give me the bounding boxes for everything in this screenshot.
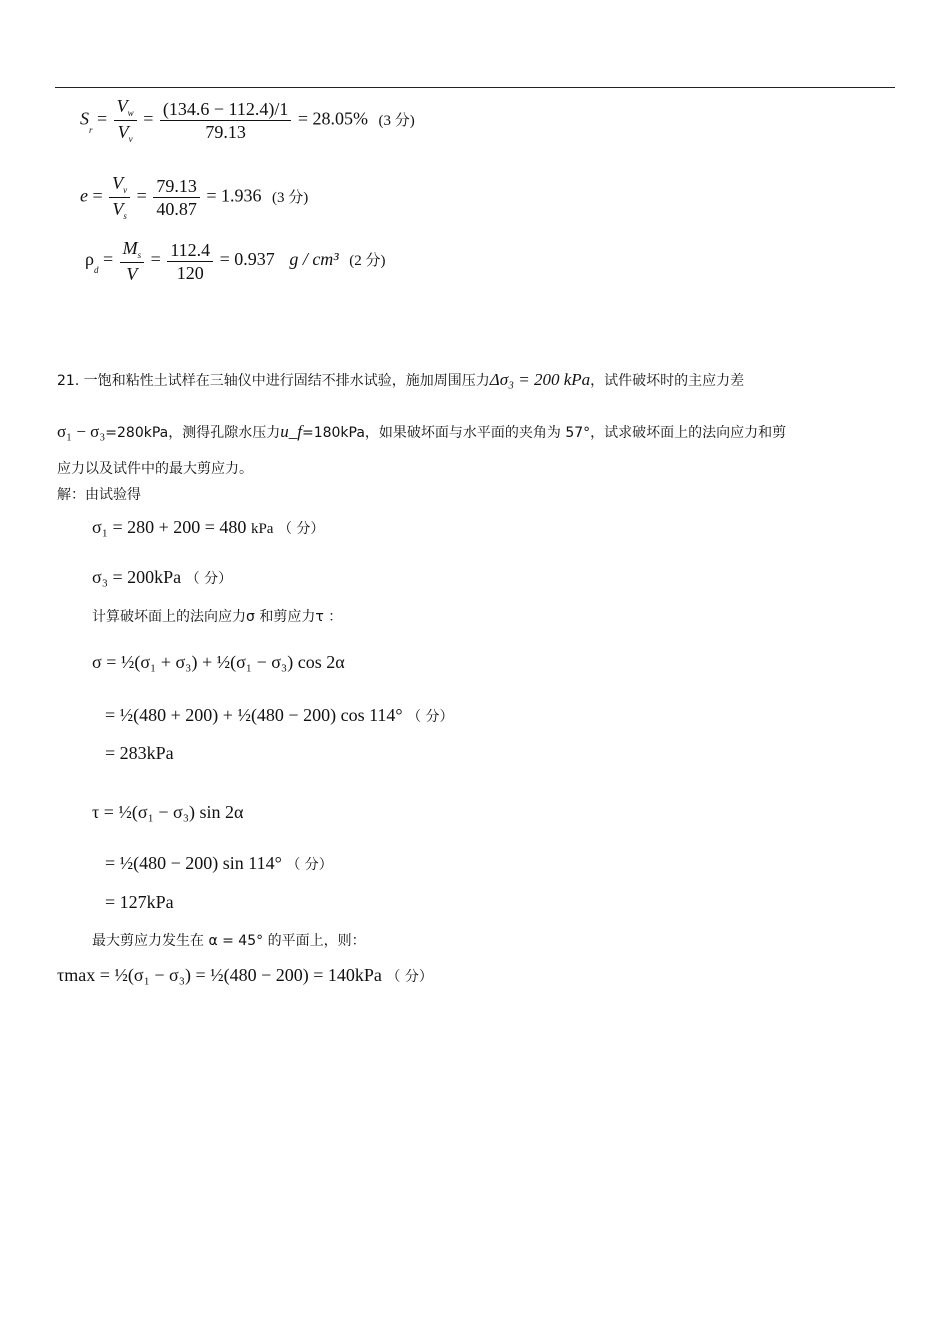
e-points: (3 分) bbox=[271, 189, 309, 206]
sigma3-points: （ 分） bbox=[185, 571, 233, 587]
sr-frac2 bbox=[160, 98, 291, 143]
sigma1-line bbox=[92, 517, 324, 538]
sigma1-unit: kPa bbox=[250, 521, 274, 537]
sigma1-expr: σ₁ = 280 + 200 = 480 bbox=[92, 517, 247, 537]
tau-line1: τ = ½(σ₁ − σ₃) sin 2α bbox=[92, 802, 244, 822]
sr-lhs-sub: r bbox=[89, 124, 93, 135]
rho-result: = 0.937 bbox=[219, 249, 275, 270]
sigma-formula-3 bbox=[105, 743, 174, 764]
rho-f2-num: 112.4 bbox=[167, 239, 213, 262]
sr-f1-num-sub: w bbox=[127, 108, 134, 118]
rho-f1-den: V bbox=[126, 264, 138, 284]
sr-f1-den: V bbox=[117, 122, 129, 142]
tau-line2: = ½(480 − 200) sin 114° bbox=[105, 853, 282, 873]
problem-line-1 bbox=[57, 370, 744, 390]
equation-sr: $S_r$ = $\frac{V_w}{V_v}$ = $\frac{(134.6 - 112.4)/1}{79.13}$ = 28.05% (3 分) bbox=[80, 96, 415, 144]
tau-formula-3 bbox=[105, 892, 174, 913]
problem-line-2 bbox=[57, 422, 786, 442]
rho-points: (2 分) bbox=[349, 253, 386, 270]
e-frac1 bbox=[109, 172, 130, 223]
equation-e: e = $\frac{V_v}{V_s}$ = $\frac{79.13}{40.87}$ = 1.936 (3 分) bbox=[80, 173, 309, 221]
problem-number: 21. bbox=[57, 373, 80, 389]
sigma-line3: = 283kPa bbox=[105, 743, 174, 763]
sigma-line1: σ = ½(σ₁ + σ₃) + ½(σ₁ − σ₃) cos 2α bbox=[92, 652, 345, 672]
tau-line2-points: （ 分） bbox=[286, 857, 333, 873]
rho-f1-num: M bbox=[122, 238, 138, 258]
equation-rho: $\rho_d$ = $\frac{M_s}{V}$ = $\frac{112.4}{120}$ = 0.937 g / cm³ (2 分) bbox=[85, 238, 386, 284]
e-lhs: e bbox=[80, 185, 88, 206]
problem-line1-text: 一饱和粘性土试样在三轴仪中进行固结不排水试验，施加周围压力 bbox=[83, 373, 490, 389]
e-f1-num: V bbox=[112, 173, 124, 193]
problem-line3-text: 应力以及试件中的最大剪应力。 bbox=[57, 461, 253, 477]
e-f2-den: 40.87 bbox=[156, 199, 197, 219]
tau-formula-2 bbox=[105, 853, 333, 874]
sr-frac1 bbox=[114, 95, 137, 146]
sr-lhs: S bbox=[80, 108, 89, 129]
sigma-formula-2 bbox=[105, 705, 454, 726]
sr-f2-den: 79.13 bbox=[205, 122, 246, 142]
sigma3-expr: σ₃ = 200kPa bbox=[92, 567, 182, 587]
tau-formula-1 bbox=[92, 802, 243, 823]
sigma-line2-points: （ 分） bbox=[407, 709, 454, 725]
e-f2-num: 79.13 bbox=[153, 175, 200, 198]
sr-result: = 28.05% bbox=[297, 108, 368, 129]
calc-intro bbox=[92, 606, 342, 626]
e-result: = 1.936 bbox=[206, 185, 262, 206]
max-intro bbox=[92, 930, 366, 950]
sr-f1-den-sub: v bbox=[128, 134, 133, 144]
problem-line1-tail: ，试件破坏时的主应力差 bbox=[590, 373, 745, 389]
e-f1-den-sub: s bbox=[123, 211, 127, 221]
sigma3-line bbox=[92, 567, 232, 588]
max-intro-text: 最大剪应力发生在 α = 45° 的平面上，则： bbox=[92, 933, 366, 949]
e-f1-den: V bbox=[112, 199, 124, 219]
problem-line2-math: σ₁ − σ₃ bbox=[57, 422, 106, 441]
problem-line2-text: =280kPa，测得孔隙水压力 bbox=[105, 425, 281, 441]
rho-f2-den: 120 bbox=[176, 262, 204, 283]
solution-label bbox=[57, 484, 141, 504]
rho-frac1 bbox=[120, 237, 145, 285]
tau-max-points: （ 分） bbox=[386, 969, 433, 985]
sigma-line2: = ½(480 + 200) + ½(480 − 200) cos 114° bbox=[105, 705, 403, 725]
sigma1-points: （ 分） bbox=[277, 521, 325, 537]
sr-points: (3 分) bbox=[378, 112, 415, 129]
problem-line2-tail: =180kPa，如果破坏面与水平面的夹角为 57°，试求破坏面上的法向应力和剪 bbox=[301, 425, 787, 441]
header-rule bbox=[55, 87, 895, 88]
tau-max-line bbox=[57, 965, 433, 986]
solution-label-text: 解：由试验得 bbox=[57, 487, 141, 503]
e-frac2 bbox=[153, 175, 200, 220]
e-f1-num-sub: v bbox=[123, 185, 128, 195]
rho-frac2 bbox=[167, 239, 213, 284]
sigma-formula-1 bbox=[92, 652, 345, 673]
problem-line-3 bbox=[57, 458, 253, 478]
sr-f1-num: V bbox=[116, 96, 128, 116]
rho-lhs-sub: d bbox=[93, 265, 99, 276]
sr-f2-num: (134.6 − 112.4)/1 bbox=[160, 98, 291, 121]
problem-line1-math: Δσ₃ = 200 kPa bbox=[489, 370, 591, 389]
calc-intro-text: 计算破坏面上的法向应力σ 和剪应力τ ： bbox=[92, 609, 343, 625]
tau-line3: = 127kPa bbox=[105, 892, 174, 912]
rho-f1-num-sub: s bbox=[137, 250, 142, 260]
rho-lhs: ρ bbox=[85, 249, 94, 270]
problem-line2-uf: u_f bbox=[280, 422, 302, 441]
rho-unit: g / cm³ bbox=[289, 249, 339, 270]
tau-max-expr: τmax = ½(σ₁ − σ₃) = ½(480 − 200) = 140kPa bbox=[57, 965, 382, 985]
